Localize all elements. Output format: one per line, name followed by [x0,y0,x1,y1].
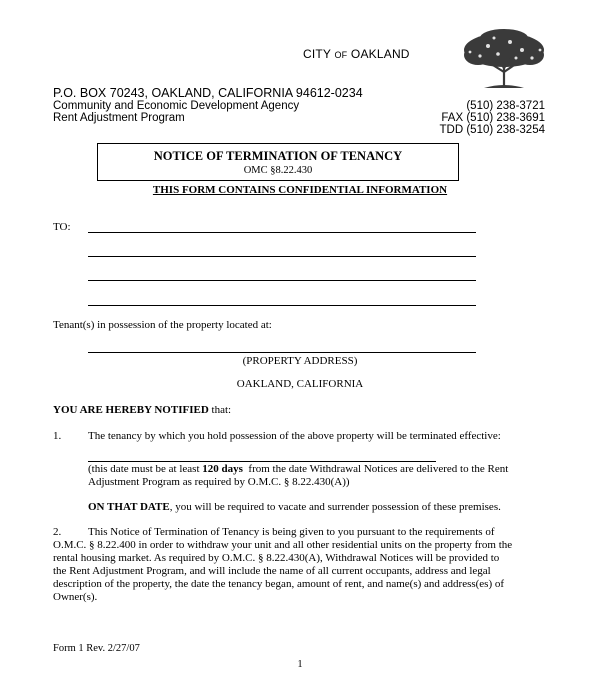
item-2-line-6: Owner(s). [53,591,98,603]
on-that-date-rest: , you will be required to vacate and surrender possession of these premises. [169,501,501,513]
note-line-2: Adjustment Program as required by O.M.C. § 8.22.430(A)) [88,476,350,488]
to-line-4[interactable] [88,305,476,306]
city-of: OF [334,50,348,60]
note-pre: (this date must be at least [88,463,203,475]
notified-statement [53,404,231,416]
tdd-number: TDD (510) 238-3254 [439,124,545,136]
item-2-line-2: O.M.C. § 8.22.400 in order to withdraw your unit and all other residential units on the property from the [53,539,513,551]
program-name: Rent Adjustment Program [53,112,185,124]
item-1-text: The tenancy by which you hold possession of the above property will be terminated effective: [88,430,501,442]
city-of-oakland-heading [303,47,410,61]
fax-number: FAX (510) 238-3691 [441,112,545,124]
item-2-number: 2. [53,526,62,538]
property-address-line[interactable] [88,352,476,353]
tenants-label: Tenant(s) in possession of the property located at: [53,319,272,331]
to-line-2[interactable] [88,256,476,257]
item-2-line-3: rental housing market. As required by O.M.C. § 8.22.430(A), Withdrawal Notices will be provided to [53,552,500,564]
property-address-caption: (PROPERTY ADDRESS) [242,355,358,367]
item-1-number: 1. [53,430,62,442]
form-revision: Form 1 Rev. 2/27/07 [53,643,140,654]
item-2-paragraph [53,526,558,604]
note-120-days: 120 days [202,463,243,475]
item-2-line-1: This Notice of Termination of Tenancy is being given to you pursuant to the requirements of [88,526,495,538]
form-title: NOTICE OF TERMINATION OF TENANCY [153,149,403,163]
page-number: 1 [297,659,303,670]
oak-tree-icon [458,28,550,90]
oakland-oak-tree-logo [458,28,550,90]
to-line-1[interactable] [88,232,476,233]
phone-number: (510) 238-3721 [466,100,545,112]
item-1-note [88,463,508,489]
po-box-address: P.O. BOX 70243, OAKLAND, CALIFORNIA 94612-0234 [53,86,363,100]
city-prefix: CITY [303,47,331,61]
city-name: OAKLAND [350,47,410,61]
on-that-date-bold: ON THAT DATE [88,501,170,513]
confidential-notice: THIS FORM CONTAINS CONFIDENTIAL INFORMATION [152,184,448,196]
title-box [97,143,459,181]
item-2-line-5: description of the property, the date the tenancy began, amount of rent, and name(s) and address(es) of [53,578,505,590]
ordinance-code: OMC §8.22.430 [243,165,313,176]
note-mid: from the date Withdrawal Notices are delivered to the Rent [242,463,509,475]
city-state: OAKLAND, CALIFORNIA [236,378,364,390]
notified-bold: YOU ARE HEREBY NOTIFIED [53,404,209,416]
on-that-date-statement [88,501,501,513]
to-label: TO: [53,221,71,233]
effective-date-line[interactable] [88,461,436,462]
notified-rest: that: [208,404,232,416]
item-2-line-4: the Rent Adjustment Program, and will include the name of all current occupants, address and legal [53,565,491,577]
to-line-3[interactable] [88,280,476,281]
agency-name: Community and Economic Development Agency [53,100,300,112]
